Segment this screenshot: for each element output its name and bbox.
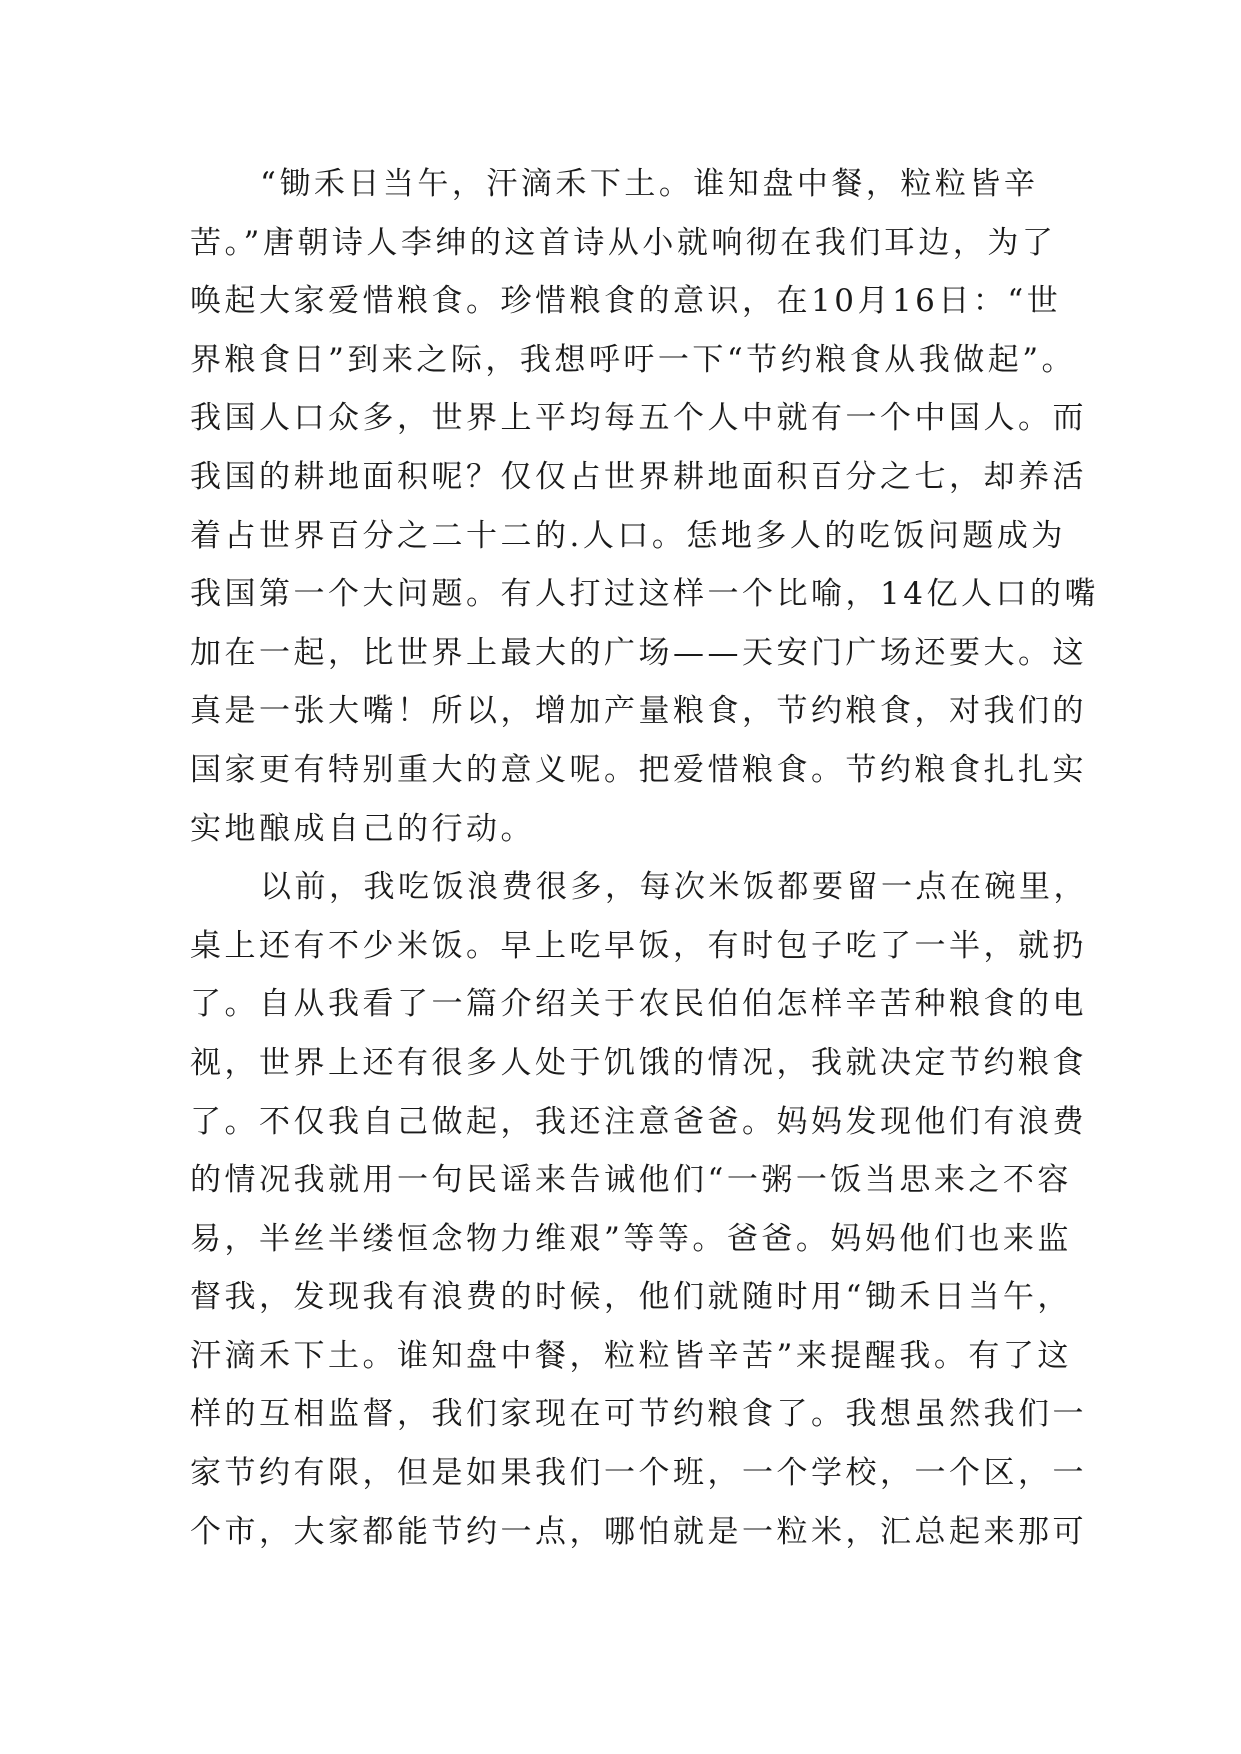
paragraph-1 [190,155,1099,858]
text-line: 的情况我就用一句民谣来告诫他们“一粥一饭当思来之不容 [190,1162,1072,1199]
text-line: 界粮食日”到来之际，我想呼吁一下“节约粮食从我做起”。 [190,341,1077,378]
text-line: 了。不仅我自己做起，我还注意爸爸。妈妈发现他们有浪费 [190,1103,1087,1140]
text-line: 我国第一个大问题。有人打过这样一个比喻，14亿人口的嘴 [190,576,1099,613]
text-line: 加在一起，比世界上最大的广场——天安门广场还要大。这 [190,634,1087,671]
text-line: 真是一张大嘴！所以，增加产量粮食，节约粮食，对我们的 [190,693,1087,730]
text-line: 以前，我吃饭浪费很多，每次米饭都要留一点在碗里， [260,869,1088,906]
text-line: 督我，发现我有浪费的时候，他们就随时用“锄禾日当午， [190,1279,1072,1316]
text-line: 我国的耕地面积呢？仅仅占世界耕地面积百分之七，却养活 [190,458,1087,495]
text-line: 国家更有特别重大的意义呢。把爱惜粮食。节约粮食扎扎实 [190,751,1087,788]
text-line: “锄禾日当午，汗滴禾下土。谁知盘中餐，粒粒皆辛 [260,166,1039,202]
text-line: 我国人口众多，世界上平均每五个人中就有一个中国人。而 [190,400,1087,437]
text-line: 着占世界百分之二十二的.人口。恁地多人的吃饭问题成为 [190,517,1066,554]
text-line: 汗滴禾下土。谁知盘中餐，粒粒皆辛苦”来提醒我。有了这 [190,1337,1072,1374]
paragraph-2 [190,858,1088,1561]
text-line: 家节约有限，但是如果我们一个班，一个学校，一个区，一 [190,1455,1087,1492]
text-line: 样的互相监督，我们家现在可节约粮食了。我想虽然我们一 [190,1396,1087,1433]
text-line: 视，世界上还有很多人处于饥饿的情况，我就决定节约粮食 [190,1044,1087,1081]
text-line: 易，半丝半缕恒念物力维艰”等等。爸爸。妈妈他们也来监 [190,1220,1072,1257]
text-line: 个市，大家都能节约一点，哪怕就是一粒米，汇总起来那可 [190,1513,1087,1550]
text-line: 唤起大家爱惜粮食。珍惜粮食的意识，在10月16日：“世 [190,283,1062,320]
text-line: 苦。”唐朝诗人李绅的这首诗从小就响彻在我们耳边，为了 [190,224,1057,261]
text-line: 桌上还有不少米饭。早上吃早饭，有时包子吃了一半，就扔 [190,927,1087,964]
document-body [190,155,1099,1561]
text-line: 实地酿成自己的行动。 [190,810,535,847]
text-line: 了。自从我看了一篇介绍关于农民伯伯怎样辛苦种粮食的电 [190,986,1087,1023]
